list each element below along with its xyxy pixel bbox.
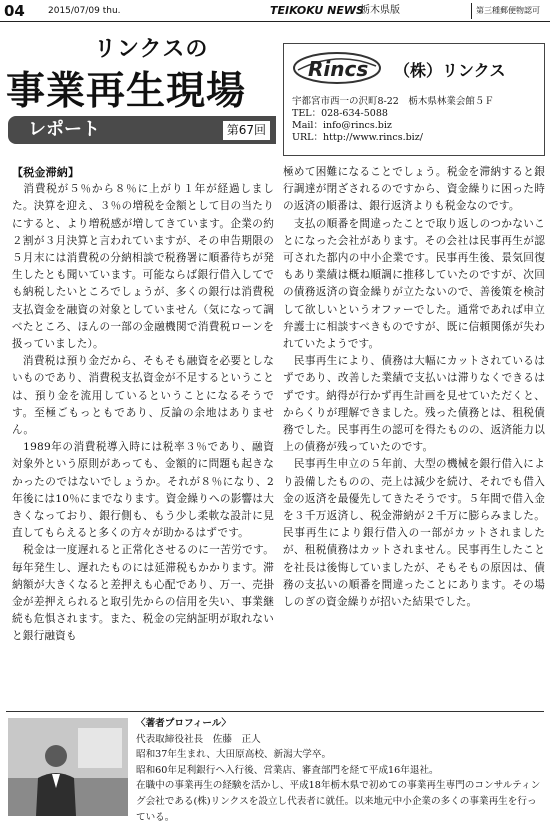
rincs-logo	[292, 50, 382, 86]
issue-date: 2015/07/09 thu.	[48, 6, 121, 16]
company-mail[interactable]: Mail：info@rincs.biz	[292, 120, 392, 131]
company-address: 宇都宮市西一の沢町8-22 栃木県林業会館５Ｆ	[292, 96, 494, 107]
paragraph: 民事再生申立の５年前、大型の機械を銀行借入により設備したものの、売上は減少を続け、それでも借入金の返済を最優先してきたそうです。５年間で借入金を３千万返済し、税金滞納が２千万に膨らみました。民事再生により銀行借入の一部がカットされましたが、租税債務はカットされません。民事再生したことを社長は後悔していましたが、そもそもの原因は、債務の支払いの順番を間違ったことにあります。その場しのぎの資金繰りが招いた結果でした。	[283, 458, 545, 609]
report-bar	[8, 116, 276, 144]
company-box	[283, 43, 545, 156]
paragraph: 極めて困難になることでしょう。税金を滞納すると銀行調達が閉ざされるのですから、資金繰りに困った時の返済の順番は、銀行返済よりも税金なのです。	[283, 166, 545, 213]
company-contact	[292, 96, 494, 144]
author-photo	[8, 718, 128, 816]
page-header	[0, 0, 550, 22]
company-name: （株）リンクス	[394, 61, 506, 80]
column-title	[6, 30, 278, 148]
profile-title: 〈著者プロフィール〉	[136, 718, 231, 729]
postal-permit: 第三種郵便物認可	[471, 3, 544, 19]
paragraph: 支払の順番を間違ったことで取り返しのつかないことになった会社があります。その会社は民事再生が認可された都内の中小企業です。民事再生後、景気回復もあり業績は概ね順調に推移していたのですが、次回の債務返済の資金繰りが立たないので、善後策を検討して欲しいというオファーでした。通常であれば申立弁護士に相談すべきものですが、既に信頼関係が失われていたようです。	[283, 217, 545, 351]
issue-number: 第67回	[223, 121, 270, 140]
company-tel: TEL：028-634-5088	[292, 108, 388, 119]
title-main: 事業再生現場	[6, 69, 247, 114]
article-left-column	[12, 164, 274, 646]
profile-line: 代表取締役社長 佐藤 正人	[136, 733, 261, 745]
author-profile	[6, 711, 544, 821]
page-number: 04	[4, 2, 25, 20]
paragraph: 消費税が５％から８％に上がり１年が経過しました。決算を迎え、３％の増税を金額として目の当たりにすると、より増税感が増してきています。企業の約２割が３月決算と言われていますが、その申告期限の５月末には消費税の分納相談で税務署に順番待ちが発生したとも聞いています。可能ならば銀行借入してでも納税したいところでしょうが、多くの銀行は消費税支払資金を融資の対象としていません（気になって調べたところ、ほんの一部の金融機関で消費税ローンを扱っていました）。	[12, 183, 274, 351]
newspaper-brand: TEIKOKU NEWS	[270, 4, 364, 17]
article-right-column	[283, 164, 545, 611]
paragraph: 1989年の消費税導入時には税率３％であり、融資対象外という原則があっても、金額的に問題も起きなかったのではないでしょうか。それが８％になり、2年後には10％にまでなります。資金繰りへの影響は大きくなっており、銀行側も、もう少し柔軟な設計に見直してもらえると多くの方々が助かるはずです。	[12, 441, 274, 540]
paragraph: 消費税は預り金だから、そもそも融資を必要としないものであり、消費税支払資金が不足するということは、預り金を流用しているということになるそうです。至極ごもっともであり、反論の余地はありません。	[12, 355, 274, 437]
report-label: レポート	[28, 119, 100, 140]
edition-label: 栃木県版	[360, 5, 400, 16]
paragraph: 民事再生により、債務は大幅にカットされているはずであり、改善した業績で支払いは滞りなくできるはずです。納得が行かず再生計画を見せていただくと、からくりが理解できました。残った債務とは、租税債務でした。民事再生の認可を得たものの、返済能力以上の債務が残っていたのです。	[283, 355, 545, 454]
section-heading: 【税金滞納】	[12, 166, 80, 179]
profile-line: 昭和37年生まれ、大田原高校、新潟大学卒。	[136, 749, 332, 761]
title-kana: リンクスの	[94, 37, 209, 62]
profile-text	[136, 716, 542, 825]
paragraph: 税金は一度遅れると正常化させるのに一苦労です。毎年発生し、遅れたものには延滞税もかかります。滞納額が大きくなると差押えも心配であり、万一、売掛金が差押えられると取引先からの信用を失い、事業継続も危惧されます。また、税金の完納証明が取れないと銀行融資も	[12, 544, 274, 643]
profile-line: 昭和60年足利銀行へ入行後、営業店、審査部門を経て平成16年退社。	[136, 764, 439, 776]
logo-text: Rincs	[308, 57, 369, 81]
company-url[interactable]: URL：http://www.rincs.biz/	[292, 132, 423, 143]
profile-line: 在職中の事業再生の経験を活かし、平成18年栃木県で初めての事業再生専門のコンサルティング会社である(株)リンクスを設立し代表者に就任。以来地元中小企業の多くの事業再生を行っている。	[136, 780, 541, 823]
